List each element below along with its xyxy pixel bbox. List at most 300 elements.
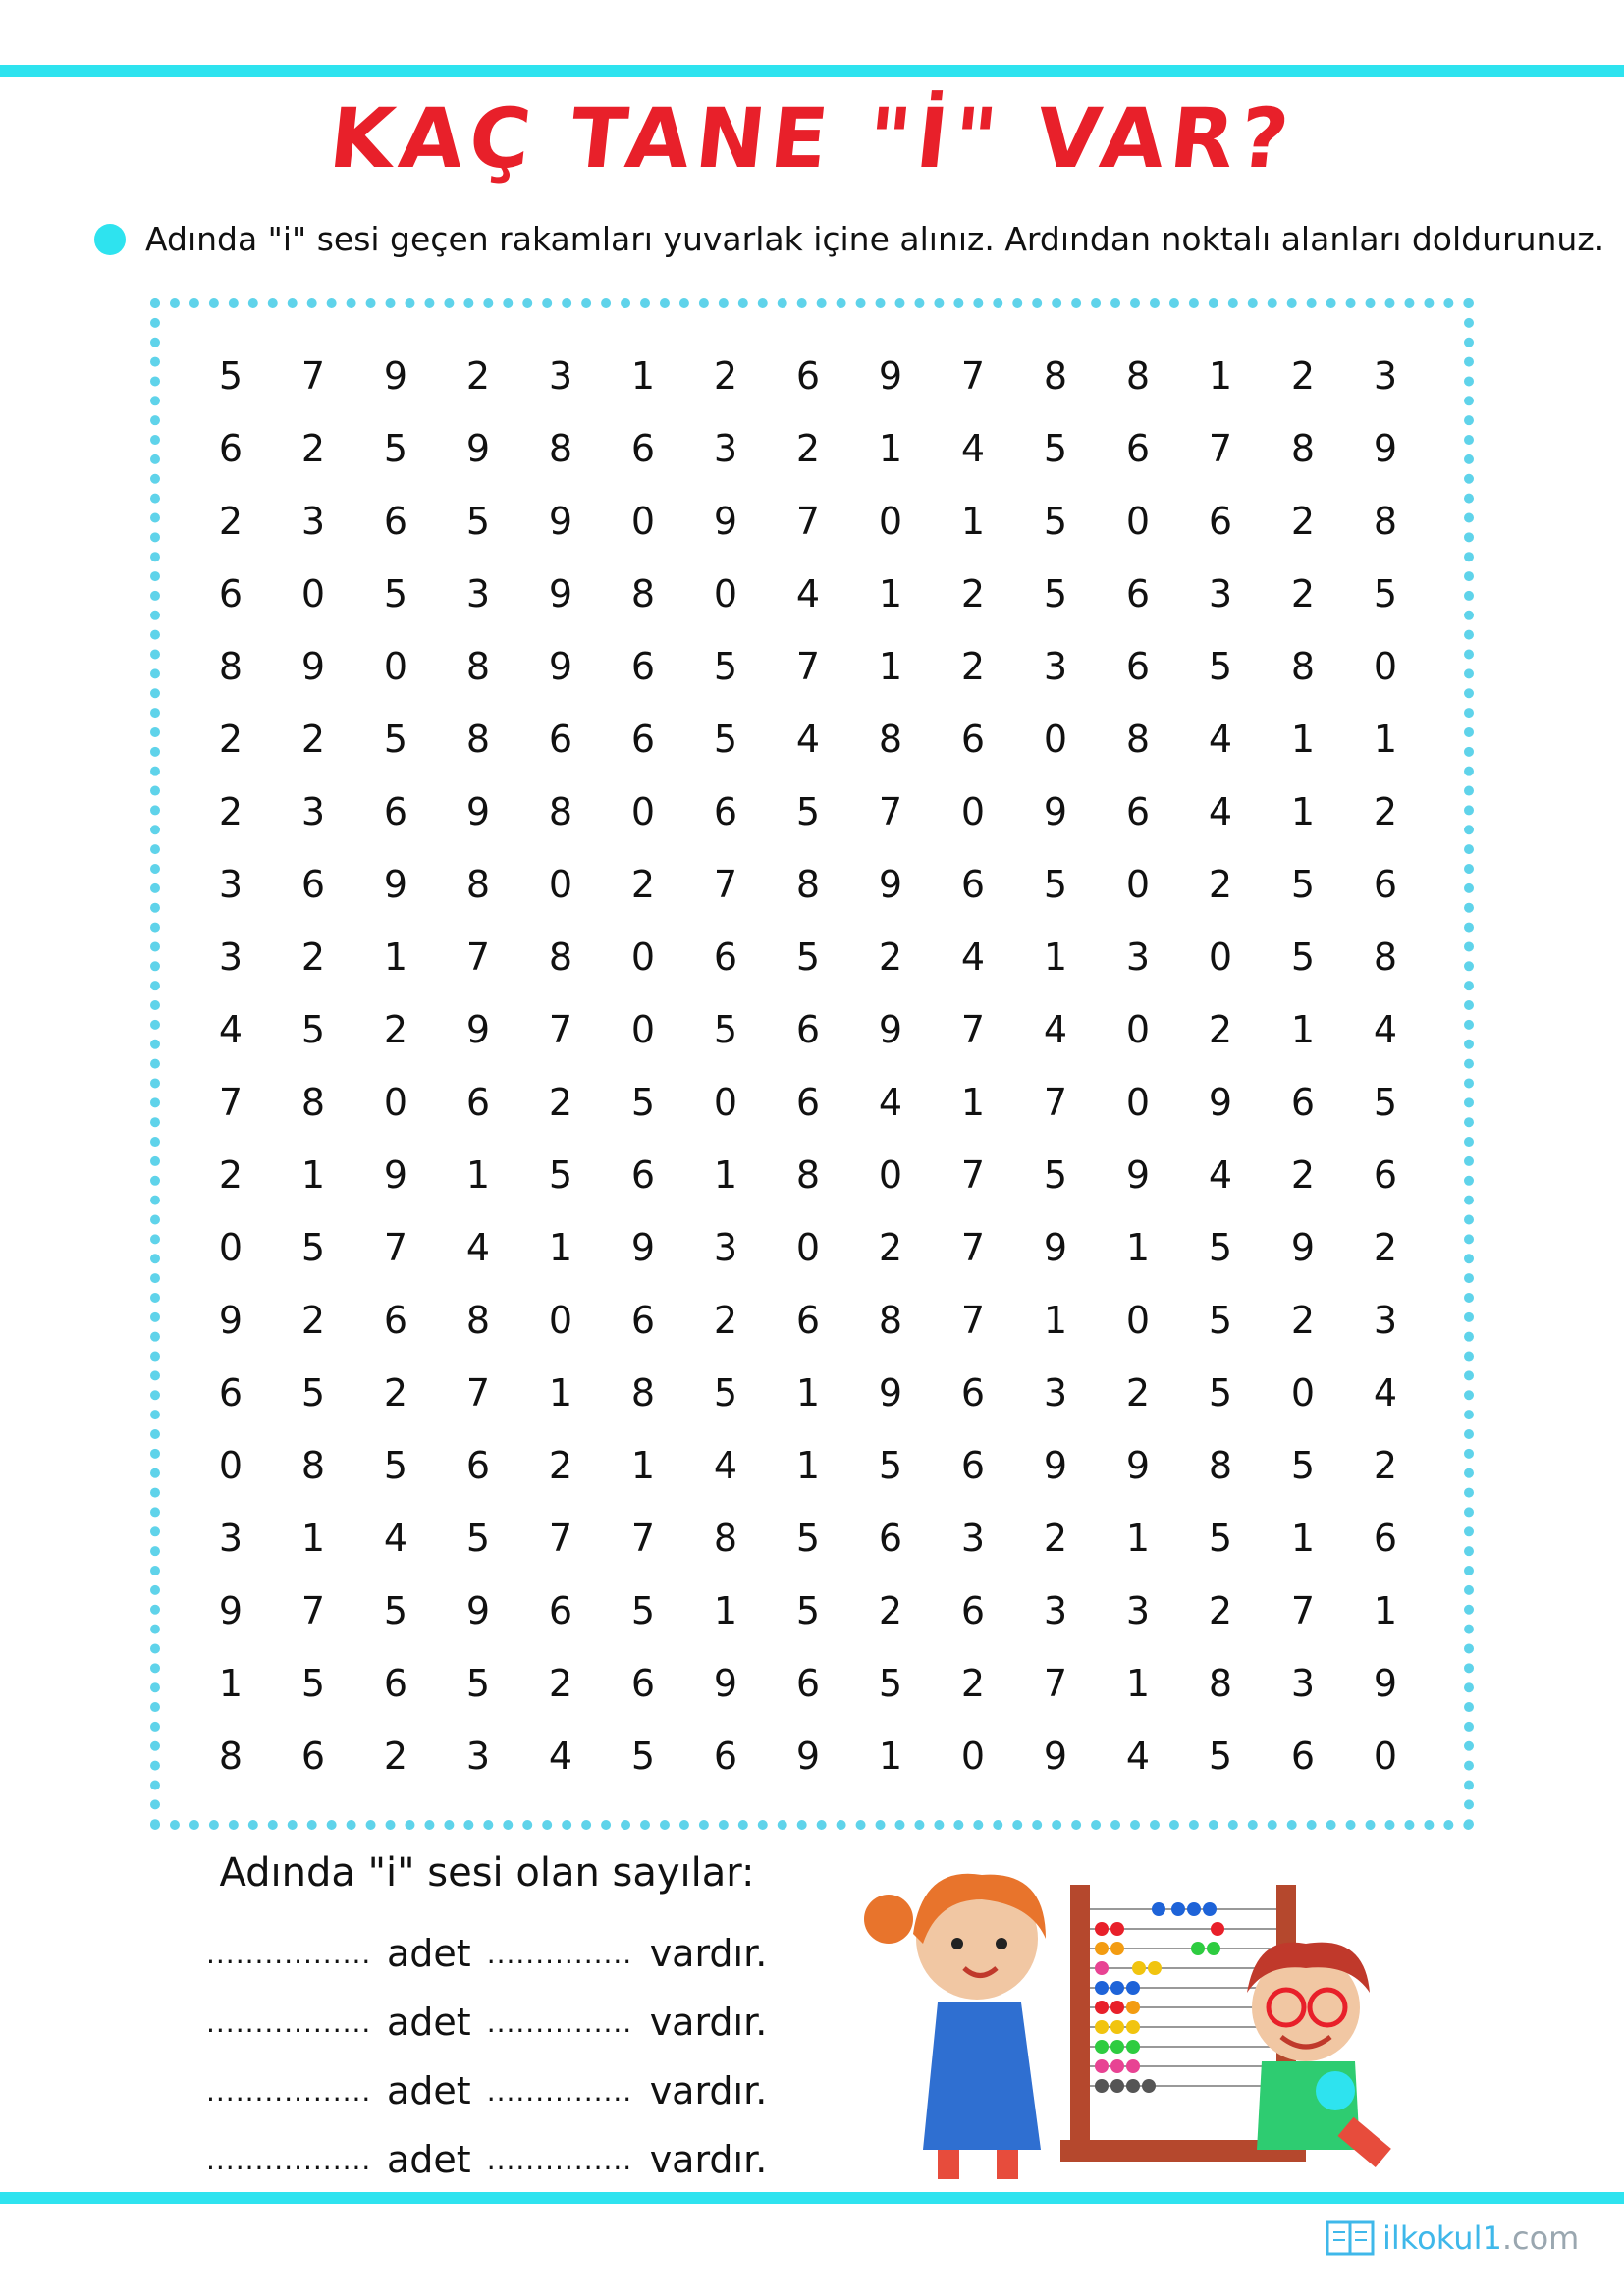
grid-digit[interactable]: 6	[1125, 572, 1151, 615]
grid-digit[interactable]: 2	[1125, 1371, 1151, 1415]
grid-digit[interactable]: 6	[960, 1444, 986, 1487]
grid-digit[interactable]: 8	[218, 645, 244, 688]
grid-digit[interactable]: 4	[1125, 1735, 1151, 1778]
grid-digit[interactable]: 6	[1125, 427, 1151, 470]
grid-digit[interactable]: 5	[300, 1008, 326, 1051]
grid-digit[interactable]: 2	[1373, 1226, 1398, 1269]
grid-digit[interactable]: 5	[465, 1662, 491, 1705]
grid-digit[interactable]: 6	[383, 500, 408, 543]
grid-digit[interactable]: 7	[630, 1517, 656, 1560]
grid-digit[interactable]: 1	[1043, 1299, 1068, 1342]
grid-digit[interactable]: 3	[1208, 572, 1233, 615]
grid-digit[interactable]: 6	[713, 790, 738, 833]
grid-digit[interactable]: 6	[548, 718, 573, 761]
grid-digit[interactable]: 1	[1290, 718, 1316, 761]
grid-digit[interactable]: 6	[1373, 1153, 1398, 1197]
grid-digit[interactable]: 8	[1290, 427, 1316, 470]
grid-digit[interactable]: 7	[960, 1008, 986, 1051]
grid-digit[interactable]: 7	[300, 354, 326, 398]
grid-digit[interactable]: 5	[1208, 1517, 1233, 1560]
grid-digit[interactable]: 2	[1290, 572, 1316, 615]
grid-digit[interactable]: 2	[713, 1299, 738, 1342]
grid-digit[interactable]: 6	[1290, 1081, 1316, 1124]
grid-digit[interactable]: 8	[300, 1081, 326, 1124]
grid-digit[interactable]: 5	[713, 645, 738, 688]
grid-digit[interactable]: 4	[548, 1735, 573, 1778]
grid-digit[interactable]: 1	[878, 572, 903, 615]
grid-digit[interactable]: 9	[300, 645, 326, 688]
grid-digit[interactable]: 1	[1043, 935, 1068, 979]
grid-digit[interactable]: 6	[960, 1589, 986, 1632]
grid-digit[interactable]: 6	[383, 790, 408, 833]
grid-digit[interactable]: 6	[300, 1735, 326, 1778]
grid-digit[interactable]: 5	[548, 1153, 573, 1197]
grid-digit[interactable]: 0	[878, 1153, 903, 1197]
grid-digit[interactable]: 2	[465, 354, 491, 398]
grid-digit[interactable]: 3	[1043, 1371, 1068, 1415]
grid-digit[interactable]: 8	[218, 1735, 244, 1778]
grid-digit[interactable]: 1	[630, 354, 656, 398]
grid-digit[interactable]: 8	[1043, 354, 1068, 398]
grid-digit[interactable]: 5	[300, 1226, 326, 1269]
grid-digit[interactable]: 8	[465, 1299, 491, 1342]
grid-digit[interactable]: 8	[1373, 500, 1398, 543]
grid-digit[interactable]: 9	[1208, 1081, 1233, 1124]
grid-digit[interactable]: 4	[1373, 1008, 1398, 1051]
grid-digit[interactable]: 6	[795, 1299, 821, 1342]
grid-digit[interactable]: 3	[1290, 1662, 1316, 1705]
grid-digit[interactable]: 5	[300, 1371, 326, 1415]
grid-digit[interactable]: 3	[218, 863, 244, 906]
grid-digit[interactable]: 7	[465, 1371, 491, 1415]
grid-digit[interactable]: 9	[878, 1371, 903, 1415]
grid-digit[interactable]: 0	[960, 1735, 986, 1778]
grid-digit[interactable]: 5	[878, 1444, 903, 1487]
grid-digit[interactable]: 5	[630, 1735, 656, 1778]
grid-digit[interactable]: 3	[960, 1517, 986, 1560]
grid-digit[interactable]: 1	[713, 1153, 738, 1197]
grid-digit[interactable]: 2	[960, 645, 986, 688]
grid-digit[interactable]: 1	[878, 1735, 903, 1778]
grid-digit[interactable]: 7	[960, 1226, 986, 1269]
grid-digit[interactable]: 9	[1373, 1662, 1398, 1705]
grid-digit[interactable]: 6	[1373, 863, 1398, 906]
grid-digit[interactable]: 5	[383, 1444, 408, 1487]
grid-digit[interactable]: 2	[548, 1662, 573, 1705]
grid-digit[interactable]: 5	[218, 354, 244, 398]
grid-digit[interactable]: 5	[713, 1008, 738, 1051]
grid-digit[interactable]: 9	[713, 1662, 738, 1705]
grid-digit[interactable]: 9	[1043, 790, 1068, 833]
grid-digit[interactable]: 1	[1125, 1517, 1151, 1560]
grid-digit[interactable]: 2	[1373, 790, 1398, 833]
answer-blank-count[interactable]: .................	[206, 2074, 371, 2108]
grid-digit[interactable]: 1	[548, 1226, 573, 1269]
grid-digit[interactable]: 9	[1373, 427, 1398, 470]
grid-digit[interactable]: 2	[878, 1589, 903, 1632]
grid-digit[interactable]: 7	[960, 354, 986, 398]
answer-blank-number[interactable]: ...............	[486, 1937, 633, 1970]
grid-digit[interactable]: 1	[1208, 354, 1233, 398]
answer-blank-number[interactable]: ...............	[486, 2143, 633, 2176]
grid-digit[interactable]: 3	[1043, 645, 1068, 688]
grid-digit[interactable]: 8	[548, 790, 573, 833]
grid-digit[interactable]: 2	[218, 1153, 244, 1197]
grid-digit[interactable]: 0	[1373, 1735, 1398, 1778]
grid-digit[interactable]: 9	[465, 790, 491, 833]
grid-digit[interactable]: 2	[795, 427, 821, 470]
grid-digit[interactable]: 7	[548, 1517, 573, 1560]
grid-digit[interactable]: 6	[795, 1081, 821, 1124]
grid-digit[interactable]: 2	[1208, 863, 1233, 906]
grid-digit[interactable]: 4	[713, 1444, 738, 1487]
grid-digit[interactable]: 7	[960, 1153, 986, 1197]
grid-digit[interactable]: 1	[878, 645, 903, 688]
grid-digit[interactable]: 8	[795, 1153, 821, 1197]
grid-digit[interactable]: 3	[465, 1735, 491, 1778]
grid-digit[interactable]: 9	[1290, 1226, 1316, 1269]
answer-blank-count[interactable]: .................	[206, 2143, 371, 2176]
grid-digit[interactable]: 3	[218, 935, 244, 979]
grid-digit[interactable]: 5	[383, 427, 408, 470]
grid-digit[interactable]: 8	[795, 863, 821, 906]
grid-digit[interactable]: 0	[630, 790, 656, 833]
grid-digit[interactable]: 5	[630, 1081, 656, 1124]
grid-digit[interactable]: 5	[878, 1662, 903, 1705]
grid-digit[interactable]: 7	[548, 1008, 573, 1051]
grid-digit[interactable]: 5	[465, 1517, 491, 1560]
grid-digit[interactable]: 2	[1290, 500, 1316, 543]
grid-digit[interactable]: 4	[960, 427, 986, 470]
grid-digit[interactable]: 0	[713, 1081, 738, 1124]
grid-digit[interactable]: 2	[960, 572, 986, 615]
grid-digit[interactable]: 0	[878, 500, 903, 543]
grid-digit[interactable]: 1	[383, 935, 408, 979]
answer-blank-count[interactable]: .................	[206, 2005, 371, 2039]
grid-digit[interactable]: 6	[630, 718, 656, 761]
grid-digit[interactable]: 5	[1208, 1299, 1233, 1342]
grid-digit[interactable]: 8	[1373, 935, 1398, 979]
grid-digit[interactable]: 4	[1043, 1008, 1068, 1051]
grid-digit[interactable]: 2	[300, 718, 326, 761]
grid-digit[interactable]: 2	[548, 1081, 573, 1124]
grid-digit[interactable]: 5	[795, 790, 821, 833]
grid-digit[interactable]: 0	[548, 863, 573, 906]
grid-digit[interactable]: 0	[1125, 1299, 1151, 1342]
grid-digit[interactable]: 6	[1208, 500, 1233, 543]
grid-digit[interactable]: 2	[218, 790, 244, 833]
grid-digit[interactable]: 2	[218, 500, 244, 543]
grid-digit[interactable]: 7	[795, 645, 821, 688]
grid-digit[interactable]: 5	[1043, 1153, 1068, 1197]
grid-digit[interactable]: 1	[218, 1662, 244, 1705]
grid-digit[interactable]: 1	[300, 1153, 326, 1197]
grid-digit[interactable]: 1	[1290, 1517, 1316, 1560]
grid-digit[interactable]: 9	[218, 1589, 244, 1632]
grid-digit[interactable]: 2	[1208, 1589, 1233, 1632]
grid-digit[interactable]: 5	[1290, 935, 1316, 979]
grid-digit[interactable]: 4	[960, 935, 986, 979]
grid-digit[interactable]: 3	[300, 790, 326, 833]
grid-digit[interactable]: 0	[1125, 1081, 1151, 1124]
grid-digit[interactable]: 0	[960, 790, 986, 833]
grid-digit[interactable]: 9	[1043, 1444, 1068, 1487]
grid-digit[interactable]: 2	[713, 354, 738, 398]
grid-digit[interactable]: 5	[1043, 500, 1068, 543]
grid-digit[interactable]: 1	[795, 1371, 821, 1415]
grid-digit[interactable]: 8	[878, 718, 903, 761]
grid-digit[interactable]: 0	[1125, 863, 1151, 906]
grid-digit[interactable]: 5	[383, 572, 408, 615]
grid-digit[interactable]: 4	[218, 1008, 244, 1051]
grid-digit[interactable]: 0	[1125, 1008, 1151, 1051]
grid-digit[interactable]: 7	[300, 1589, 326, 1632]
grid-digit[interactable]: 0	[795, 1226, 821, 1269]
grid-digit[interactable]: 2	[300, 427, 326, 470]
grid-digit[interactable]: 5	[713, 1371, 738, 1415]
grid-digit[interactable]: 5	[300, 1662, 326, 1705]
grid-digit[interactable]: 9	[1043, 1226, 1068, 1269]
grid-digit[interactable]: 1	[878, 427, 903, 470]
grid-digit[interactable]: 9	[630, 1226, 656, 1269]
grid-digit[interactable]: 3	[1373, 1299, 1398, 1342]
grid-digit[interactable]: 9	[548, 645, 573, 688]
grid-digit[interactable]: 1	[960, 1081, 986, 1124]
grid-digit[interactable]: 7	[383, 1226, 408, 1269]
grid-digit[interactable]: 1	[1290, 1008, 1316, 1051]
grid-digit[interactable]: 0	[383, 645, 408, 688]
grid-digit[interactable]: 9	[878, 863, 903, 906]
grid-digit[interactable]: 2	[300, 1299, 326, 1342]
grid-digit[interactable]: 3	[218, 1517, 244, 1560]
grid-digit[interactable]: 8	[465, 863, 491, 906]
grid-digit[interactable]: 5	[630, 1589, 656, 1632]
grid-digit[interactable]: 8	[630, 1371, 656, 1415]
grid-digit[interactable]: 3	[713, 1226, 738, 1269]
grid-digit[interactable]: 8	[630, 572, 656, 615]
grid-digit[interactable]: 9	[1125, 1153, 1151, 1197]
grid-digit[interactable]: 5	[795, 1589, 821, 1632]
grid-digit[interactable]: 5	[1043, 427, 1068, 470]
grid-digit[interactable]: 6	[878, 1517, 903, 1560]
grid-digit[interactable]: 9	[383, 1153, 408, 1197]
grid-digit[interactable]: 0	[218, 1444, 244, 1487]
grid-digit[interactable]: 4	[383, 1517, 408, 1560]
grid-digit[interactable]: 0	[1373, 645, 1398, 688]
grid-digit[interactable]: 9	[383, 863, 408, 906]
grid-digit[interactable]: 8	[1208, 1444, 1233, 1487]
grid-digit[interactable]: 5	[1290, 1444, 1316, 1487]
grid-digit[interactable]: 9	[713, 500, 738, 543]
grid-digit[interactable]: 1	[465, 1153, 491, 1197]
grid-digit[interactable]: 7	[1043, 1081, 1068, 1124]
grid-digit[interactable]: 0	[218, 1226, 244, 1269]
grid-digit[interactable]: 0	[300, 572, 326, 615]
grid-digit[interactable]: 0	[630, 935, 656, 979]
grid-digit[interactable]: 8	[548, 427, 573, 470]
grid-digit[interactable]: 9	[795, 1735, 821, 1778]
grid-digit[interactable]: 5	[1373, 572, 1398, 615]
grid-digit[interactable]: 5	[1043, 863, 1068, 906]
grid-digit[interactable]: 3	[300, 500, 326, 543]
grid-digit[interactable]: 2	[383, 1735, 408, 1778]
grid-digit[interactable]: 9	[383, 354, 408, 398]
grid-digit[interactable]: 6	[630, 645, 656, 688]
grid-digit[interactable]: 8	[1208, 1662, 1233, 1705]
grid-digit[interactable]: 5	[1373, 1081, 1398, 1124]
grid-digit[interactable]: 2	[218, 718, 244, 761]
grid-digit[interactable]: 4	[1208, 1153, 1233, 1197]
grid-digit[interactable]: 5	[1208, 1371, 1233, 1415]
grid-digit[interactable]: 6	[383, 1662, 408, 1705]
answer-blank-number[interactable]: ...............	[486, 2005, 633, 2039]
grid-digit[interactable]: 6	[795, 1662, 821, 1705]
grid-digit[interactable]: 6	[630, 1662, 656, 1705]
grid-digit[interactable]: 1	[630, 1444, 656, 1487]
grid-digit[interactable]: 0	[1208, 935, 1233, 979]
grid-digit[interactable]: 7	[465, 935, 491, 979]
grid-digit[interactable]: 7	[878, 790, 903, 833]
grid-digit[interactable]: 0	[548, 1299, 573, 1342]
grid-digit[interactable]: 6	[1125, 645, 1151, 688]
grid-digit[interactable]: 8	[1125, 354, 1151, 398]
grid-digit[interactable]: 6	[713, 935, 738, 979]
grid-digit[interactable]: 7	[1290, 1589, 1316, 1632]
grid-digit[interactable]: 5	[465, 500, 491, 543]
grid-digit[interactable]: 6	[1125, 790, 1151, 833]
answer-blank-number[interactable]: ...............	[486, 2074, 633, 2108]
grid-digit[interactable]: 5	[1208, 1735, 1233, 1778]
grid-digit[interactable]: 2	[300, 935, 326, 979]
grid-digit[interactable]: 2	[383, 1008, 408, 1051]
grid-digit[interactable]: 4	[795, 718, 821, 761]
grid-digit[interactable]: 5	[383, 718, 408, 761]
grid-digit[interactable]: 2	[383, 1371, 408, 1415]
grid-digit[interactable]: 3	[1043, 1589, 1068, 1632]
grid-digit[interactable]: 0	[1043, 718, 1068, 761]
grid-digit[interactable]: 6	[465, 1081, 491, 1124]
grid-digit[interactable]: 5	[795, 1517, 821, 1560]
grid-digit[interactable]: 6	[795, 354, 821, 398]
grid-digit[interactable]: 4	[1373, 1371, 1398, 1415]
grid-digit[interactable]: 4	[1208, 790, 1233, 833]
grid-digit[interactable]: 7	[713, 863, 738, 906]
grid-digit[interactable]: 0	[630, 500, 656, 543]
grid-digit[interactable]: 3	[1373, 354, 1398, 398]
grid-digit[interactable]: 5	[795, 935, 821, 979]
grid-digit[interactable]: 2	[878, 935, 903, 979]
grid-digit[interactable]: 0	[1290, 1371, 1316, 1415]
grid-digit[interactable]: 0	[630, 1008, 656, 1051]
answer-blank-count[interactable]: .................	[206, 1937, 371, 1970]
grid-digit[interactable]: 9	[548, 572, 573, 615]
grid-digit[interactable]: 1	[1125, 1226, 1151, 1269]
grid-digit[interactable]: 5	[713, 718, 738, 761]
grid-digit[interactable]: 1	[300, 1517, 326, 1560]
grid-digit[interactable]: 0	[713, 572, 738, 615]
grid-digit[interactable]: 0	[1125, 500, 1151, 543]
grid-digit[interactable]: 8	[465, 718, 491, 761]
grid-digit[interactable]: 9	[465, 1008, 491, 1051]
grid-digit[interactable]: 3	[548, 354, 573, 398]
grid-digit[interactable]: 8	[1125, 718, 1151, 761]
grid-digit[interactable]: 6	[383, 1299, 408, 1342]
grid-digit[interactable]: 3	[465, 572, 491, 615]
grid-digit[interactable]: 4	[465, 1226, 491, 1269]
grid-digit[interactable]: 4	[878, 1081, 903, 1124]
grid-digit[interactable]: 3	[1125, 1589, 1151, 1632]
grid-digit[interactable]: 6	[960, 1371, 986, 1415]
grid-digit[interactable]: 9	[465, 1589, 491, 1632]
grid-digit[interactable]: 2	[960, 1662, 986, 1705]
grid-digit[interactable]: 8	[548, 935, 573, 979]
grid-digit[interactable]: 1	[548, 1371, 573, 1415]
grid-digit[interactable]: 1	[1373, 1589, 1398, 1632]
grid-digit[interactable]: 2	[1290, 354, 1316, 398]
grid-digit[interactable]: 8	[465, 645, 491, 688]
grid-digit[interactable]: 7	[1208, 427, 1233, 470]
grid-digit[interactable]: 1	[795, 1444, 821, 1487]
grid-digit[interactable]: 9	[548, 500, 573, 543]
grid-digit[interactable]: 2	[1290, 1153, 1316, 1197]
grid-digit[interactable]: 6	[465, 1444, 491, 1487]
grid-digit[interactable]: 5	[1208, 1226, 1233, 1269]
grid-digit[interactable]: 8	[713, 1517, 738, 1560]
grid-digit[interactable]: 9	[878, 354, 903, 398]
grid-digit[interactable]: 2	[630, 863, 656, 906]
grid-digit[interactable]: 2	[1208, 1008, 1233, 1051]
grid-digit[interactable]: 2	[1290, 1299, 1316, 1342]
grid-digit[interactable]: 6	[630, 427, 656, 470]
grid-digit[interactable]: 6	[713, 1735, 738, 1778]
grid-digit[interactable]: 6	[218, 572, 244, 615]
grid-digit[interactable]: 6	[960, 718, 986, 761]
grid-digit[interactable]: 7	[1043, 1662, 1068, 1705]
grid-digit[interactable]: 9	[1043, 1735, 1068, 1778]
grid-digit[interactable]: 7	[795, 500, 821, 543]
grid-digit[interactable]: 9	[1125, 1444, 1151, 1487]
grid-digit[interactable]: 3	[1125, 935, 1151, 979]
grid-digit[interactable]: 6	[795, 1008, 821, 1051]
grid-digit[interactable]: 5	[1208, 645, 1233, 688]
grid-digit[interactable]: 2	[1373, 1444, 1398, 1487]
grid-digit[interactable]: 8	[878, 1299, 903, 1342]
grid-digit[interactable]: 5	[1043, 572, 1068, 615]
grid-digit[interactable]: 5	[1290, 863, 1316, 906]
grid-digit[interactable]: 2	[878, 1226, 903, 1269]
grid-digit[interactable]: 7	[960, 1299, 986, 1342]
grid-digit[interactable]: 1	[1373, 718, 1398, 761]
grid-digit[interactable]: 3	[713, 427, 738, 470]
grid-digit[interactable]: 6	[1290, 1735, 1316, 1778]
grid-digit[interactable]: 6	[218, 1371, 244, 1415]
grid-digit[interactable]: 8	[1290, 645, 1316, 688]
grid-digit[interactable]: 6	[1373, 1517, 1398, 1560]
grid-digit[interactable]: 4	[1208, 718, 1233, 761]
grid-digit[interactable]: 9	[465, 427, 491, 470]
grid-digit[interactable]: 1	[1125, 1662, 1151, 1705]
grid-digit[interactable]: 6	[630, 1153, 656, 1197]
grid-digit[interactable]: 6	[218, 427, 244, 470]
grid-digit[interactable]: 2	[548, 1444, 573, 1487]
grid-digit[interactable]: 6	[960, 863, 986, 906]
grid-digit[interactable]: 9	[218, 1299, 244, 1342]
grid-digit[interactable]: 7	[218, 1081, 244, 1124]
grid-digit[interactable]: 6	[548, 1589, 573, 1632]
grid-digit[interactable]: 5	[383, 1589, 408, 1632]
grid-digit[interactable]: 6	[300, 863, 326, 906]
grid-digit[interactable]: 0	[383, 1081, 408, 1124]
